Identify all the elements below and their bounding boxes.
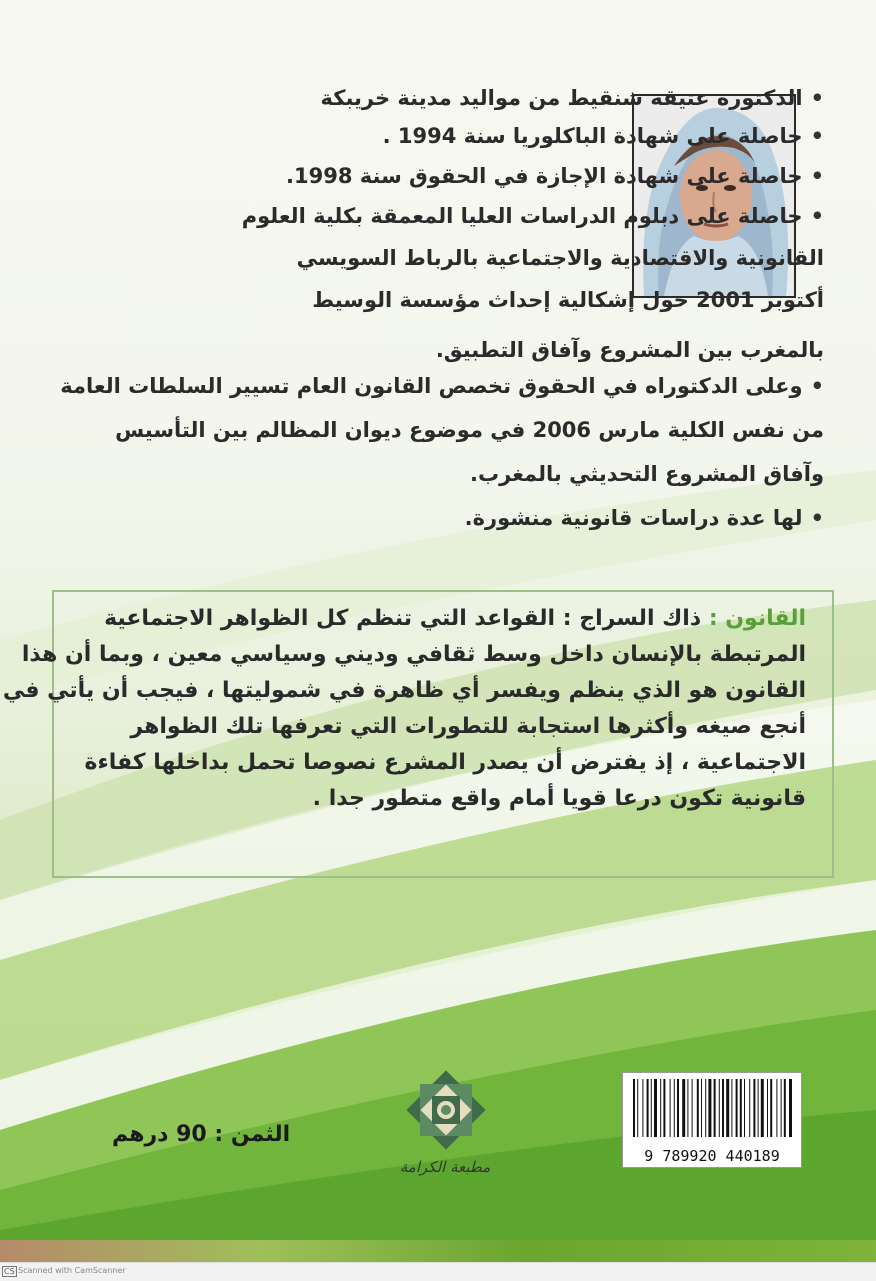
bio-line-10 bbox=[470, 456, 824, 492]
camscanner-icon: CS bbox=[4, 1267, 15, 1276]
bottom-color-band bbox=[0, 1240, 876, 1262]
bullet-icon: • bbox=[810, 124, 824, 148]
quote-line-6: قانونية تكون درعا قويا أمام واقع متطور جدا . bbox=[312, 786, 806, 811]
quote-line-4: أنجع صيغه وأكثرها استجابة للتطورات التي تعرفها تلك الظواهر bbox=[130, 714, 806, 739]
isbn-digits: 9 789920 440189 bbox=[644, 1147, 780, 1165]
scanner-footer bbox=[0, 1262, 876, 1281]
publisher-logo-icon bbox=[404, 1068, 488, 1152]
bio-line-2 bbox=[383, 118, 824, 154]
bio-line-3 bbox=[286, 158, 824, 194]
quote-line-5: الاجتماعية ، إذ يفترض أن يصدر المشرع نصوصا تحمل بداخلها كفاءة bbox=[84, 750, 806, 775]
bullet-icon: • bbox=[810, 204, 824, 228]
bio-text: بالمغرب بين المشروع وآفاق التطبيق. bbox=[435, 338, 824, 362]
bullet-icon: • bbox=[810, 506, 824, 530]
bio-text: حاصلة على شهادة الباكلوريا سنة 1994 . bbox=[382, 124, 803, 148]
quote-label: القانون : bbox=[708, 606, 806, 631]
bio-line-8 bbox=[60, 368, 824, 404]
publisher-name: مطبعة الكرامة bbox=[399, 1158, 491, 1176]
quote-line-2: المرتبطة بالإنسان داخل وسط ثقافي وديني وسياسي معين ، وبما أن هذا bbox=[21, 642, 806, 667]
bio-text: أكتوبر 2001 حول إشكالية إحداث مؤسسة الوسيط bbox=[312, 288, 824, 312]
bio-line-1 bbox=[321, 80, 824, 116]
bio-text: حاصلة على دبلوم الدراسات العليا المعمقة بكلية العلوم bbox=[241, 204, 803, 228]
bio-line-7 bbox=[436, 332, 824, 368]
bio-line-6 bbox=[312, 282, 824, 318]
bio-text: الدكتورة عتيقة شنقيط من مواليد مدينة خريبكة bbox=[320, 86, 803, 110]
bio-text: القانونية والاقتصادية والاجتماعية بالرباط السويسي bbox=[296, 246, 824, 270]
isbn-barcode bbox=[622, 1072, 802, 1168]
quote-line-1 bbox=[104, 602, 806, 636]
bullet-icon: • bbox=[810, 374, 824, 398]
bio-line-4 bbox=[242, 198, 824, 234]
bio-text: وعلى الدكتوراه في الحقوق تخصص القانون العام تسيير السلطات العامة bbox=[60, 374, 803, 398]
bio-text: لها عدة دراسات قانونية منشورة. bbox=[464, 506, 803, 530]
scanner-watermark: Scanned with CamScanner bbox=[18, 1266, 126, 1275]
bio-text: وآفاق المشروع التحديثي بالمغرب. bbox=[470, 462, 824, 486]
quote-attribution: ذاك السراج : القواعد التي تنظم كل الظواهر الاجتماعية bbox=[104, 606, 702, 631]
bio-text: من نفس الكلية مارس 2006 في موضوع ديوان المظالم بين التأسيس bbox=[115, 418, 824, 442]
barcode-icon bbox=[623, 1073, 801, 1143]
quote-line-3: القانون هو الذي ينظم ويفسر أي ظاهرة في شموليتها ، فيجب أن يأتي في bbox=[2, 678, 806, 703]
bio-line-5 bbox=[297, 240, 824, 276]
bio-line-9 bbox=[115, 412, 824, 448]
price-label: الثمن : 90 درهم bbox=[112, 1122, 291, 1147]
bio-line-11 bbox=[465, 500, 824, 536]
bullet-icon: • bbox=[810, 164, 824, 188]
bio-text: حاصلة على شهادة الإجازة في الحقوق سنة 1998. bbox=[286, 164, 803, 188]
quote-box bbox=[2, 590, 834, 878]
bullet-icon: • bbox=[810, 86, 824, 110]
